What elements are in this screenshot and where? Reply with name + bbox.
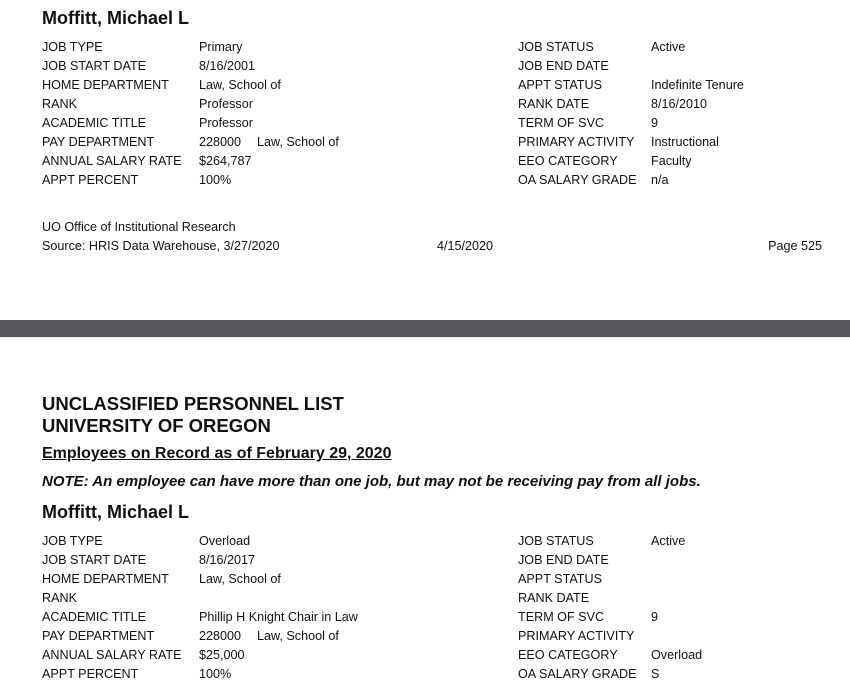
detail-row [0,665,850,684]
field-value: 228000 [199,629,242,643]
detail-row [0,589,850,608]
field-value: Law, School of [199,78,281,92]
field-value: Active [651,534,686,548]
detail-row [0,171,850,190]
detail-row [0,95,850,114]
detail-row [0,152,850,171]
employee-name: Moffitt, Michael L [42,8,189,28]
field-label: EEO CATEGORY [518,154,618,168]
report-note: NOTE: An employee can have more than one job, but may not be receiving pay from all jobs. [42,473,701,490]
field-label: JOB START DATE [42,553,147,567]
records-heading: Employees on Record as of February 29, 2020 [42,445,392,462]
field-value: Primary [199,40,243,54]
field-value: 9 [651,610,659,624]
field-label: RANK DATE [518,591,590,605]
field-label: HOME DEPARTMENT [42,572,169,586]
field-label: RANK DATE [518,97,590,111]
footer-office: UO Office of Institutional Research [42,220,236,234]
field-value: 8/16/2001 [199,59,256,73]
page-separator-bar [0,320,850,337]
field-value: Instructional [651,135,719,149]
pay-department-name: Law, School of [257,135,339,149]
field-label: JOB STATUS [518,534,594,548]
detail-row [0,570,850,589]
detail-row [0,646,850,665]
detail-row [0,551,850,570]
document-page-525 [0,0,850,320]
detail-row [0,76,850,95]
field-label: HOME DEPARTMENT [42,78,169,92]
field-label: JOB TYPE [42,40,103,54]
report-title: UNCLASSIFIED PERSONNEL LIST [42,393,344,414]
detail-row [0,627,850,646]
field-label: ANNUAL SALARY RATE [42,648,182,662]
field-label: PRIMARY ACTIVITY [518,135,635,149]
field-value: 8/16/2010 [651,97,708,111]
field-label: ACADEMIC TITLE [42,116,147,130]
field-value: 9 [651,116,659,130]
detail-row [0,608,850,627]
field-value: Faculty [651,154,692,168]
footer-page-number: Page 525 [768,239,822,253]
field-label: APPT STATUS [518,572,602,586]
field-value: S [651,667,660,681]
field-value: Overload [651,648,703,662]
footer-source: Source: HRIS Data Warehouse, 3/27/2020 [42,239,280,253]
report-subtitle: UNIVERSITY OF OREGON [42,415,271,436]
field-value: 228000 [199,135,242,149]
field-value: n/a [651,173,669,187]
field-label: OA SALARY GRADE [518,667,637,681]
detail-row [0,114,850,133]
field-value: 8/16/2017 [199,553,256,567]
field-value: Phillip H Knight Chair in Law [199,610,358,624]
detail-row [0,38,850,57]
field-label: JOB STATUS [518,40,594,54]
field-label: APPT STATUS [518,78,602,92]
document-page-next [0,338,850,689]
field-label: EEO CATEGORY [518,648,618,662]
field-label: JOB END DATE [518,59,609,73]
field-label: JOB END DATE [518,553,609,567]
detail-row [0,532,850,551]
field-value: Active [651,40,686,54]
page-separator [0,320,850,338]
job-details [0,532,850,684]
field-label: OA SALARY GRADE [518,173,637,187]
field-value: Indefinite Tenure [651,78,744,92]
detail-row [0,57,850,76]
field-label: JOB TYPE [42,534,103,548]
field-label: ACADEMIC TITLE [42,610,147,624]
field-label: PAY DEPARTMENT [42,629,155,643]
field-value: 100% [199,173,232,187]
field-label: PAY DEPARTMENT [42,135,155,149]
employee-name: Moffitt, Michael L [42,502,189,522]
field-label: RANK [42,591,77,605]
field-value: Law, School of [199,572,281,586]
footer-date: 4/15/2020 [437,239,494,253]
field-value: Professor [199,97,253,111]
field-label: TERM OF SVC [518,116,605,130]
job-details [0,38,850,190]
detail-row [0,133,850,152]
pay-department-name: Law, School of [257,629,339,643]
field-label: APPT PERCENT [42,667,139,681]
field-value: Overload [199,534,251,548]
field-label: JOB START DATE [42,59,147,73]
field-value: $264,787 [199,154,252,168]
field-value: 100% [199,667,232,681]
field-label: APPT PERCENT [42,173,139,187]
field-value: $25,000 [199,648,245,662]
field-label: TERM OF SVC [518,610,605,624]
field-label: ANNUAL SALARY RATE [42,154,182,168]
field-label: PRIMARY ACTIVITY [518,629,635,643]
field-value: Professor [199,116,253,130]
field-label: RANK [42,97,77,111]
